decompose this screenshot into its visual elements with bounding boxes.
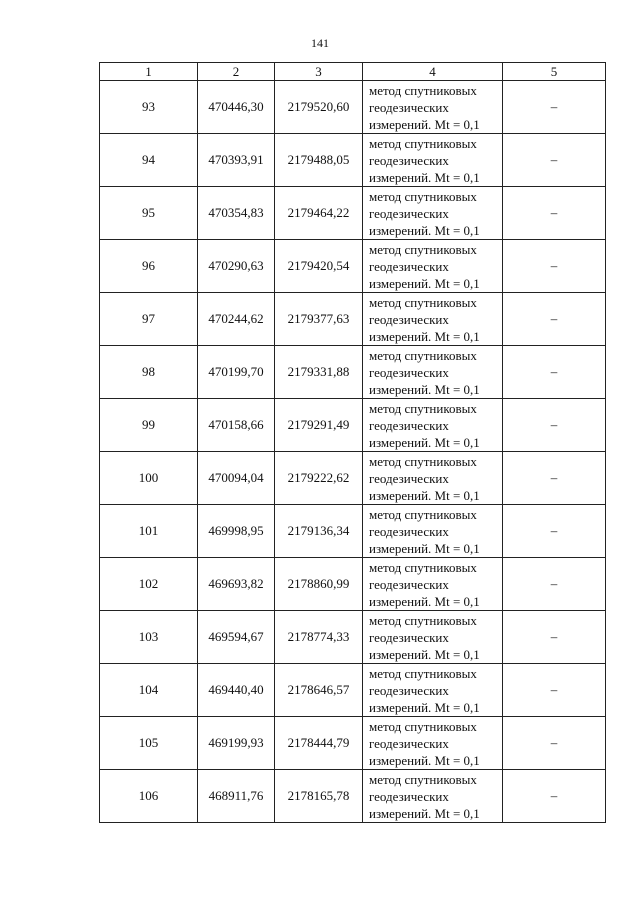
method-cell: [363, 717, 503, 770]
y-coordinate-cell: 2179331,88: [275, 346, 363, 399]
method-line-3: измерений. Mt = 0,1: [369, 699, 480, 715]
method-line-2: геодезических: [369, 311, 449, 327]
x-coordinate-cell: 470244,62: [198, 293, 275, 346]
note-cell: –: [503, 611, 606, 664]
x-coordinate-cell: 469440,40: [198, 664, 275, 717]
table-row: [100, 558, 606, 611]
point-number-cell: 98: [100, 346, 198, 399]
method-line-2: геодезических: [369, 629, 449, 645]
table-row: [100, 452, 606, 505]
table-header: [100, 63, 606, 81]
note-cell: –: [503, 293, 606, 346]
header-row: [100, 63, 606, 81]
x-coordinate-cell: 470393,91: [198, 134, 275, 187]
y-coordinate-cell: 2178444,79: [275, 717, 363, 770]
x-coordinate-cell: 470199,70: [198, 346, 275, 399]
y-coordinate-cell: 2178860,99: [275, 558, 363, 611]
y-coordinate-cell: 2178165,78: [275, 770, 363, 823]
x-coordinate-cell: 470094,04: [198, 452, 275, 505]
y-coordinate-cell: 2179222,62: [275, 452, 363, 505]
note-cell: –: [503, 664, 606, 717]
point-number-cell: 103: [100, 611, 198, 664]
method-cell: [363, 770, 503, 823]
method-line-3: измерений. Mt = 0,1: [369, 222, 480, 238]
y-coordinate-cell: 2179377,63: [275, 293, 363, 346]
page-number: 141: [311, 36, 329, 50]
method-line-2: геодезических: [369, 99, 449, 115]
y-coordinate-cell: 2179420,54: [275, 240, 363, 293]
point-number-cell: 104: [100, 664, 198, 717]
method-line-1: метод спутниковых: [369, 347, 477, 363]
point-number-cell: 101: [100, 505, 198, 558]
method-cell: [363, 346, 503, 399]
header-col-4: 4: [363, 63, 503, 81]
method-cell: [363, 452, 503, 505]
method-line-2: геодезических: [369, 205, 449, 221]
method-line-1: метод спутниковых: [369, 453, 477, 469]
method-cell: [363, 81, 503, 134]
x-coordinate-cell: 469199,93: [198, 717, 275, 770]
x-coordinate-cell: 470354,83: [198, 187, 275, 240]
point-number-cell: 106: [100, 770, 198, 823]
x-coordinate-cell: 470290,63: [198, 240, 275, 293]
note-cell: –: [503, 81, 606, 134]
y-coordinate-cell: 2179291,49: [275, 399, 363, 452]
method-line-2: геодезических: [369, 470, 449, 486]
y-coordinate-cell: 2179136,34: [275, 505, 363, 558]
method-cell: [363, 293, 503, 346]
y-coordinate-cell: 2179464,22: [275, 187, 363, 240]
method-line-2: геодезических: [369, 364, 449, 380]
method-line-2: геодезических: [369, 152, 449, 168]
table-row: [100, 346, 606, 399]
method-line-1: метод спутниковых: [369, 718, 477, 734]
method-line-1: метод спутниковых: [369, 294, 477, 310]
method-line-1: метод спутниковых: [369, 665, 477, 681]
header-col-3: 3: [275, 63, 363, 81]
note-cell: –: [503, 717, 606, 770]
method-cell: [363, 505, 503, 558]
method-line-3: измерений. Mt = 0,1: [369, 328, 480, 344]
note-cell: –: [503, 770, 606, 823]
table-row: [100, 81, 606, 134]
method-line-3: измерений. Mt = 0,1: [369, 116, 480, 132]
table-body: [100, 81, 606, 823]
method-line-3: измерений. Mt = 0,1: [369, 540, 480, 556]
table-row: [100, 134, 606, 187]
method-cell: [363, 399, 503, 452]
method-line-2: геодезических: [369, 682, 449, 698]
x-coordinate-cell: 469594,67: [198, 611, 275, 664]
x-coordinate-cell: 470158,66: [198, 399, 275, 452]
note-cell: –: [503, 505, 606, 558]
point-number-cell: 95: [100, 187, 198, 240]
table-row: [100, 664, 606, 717]
note-cell: –: [503, 134, 606, 187]
y-coordinate-cell: 2178646,57: [275, 664, 363, 717]
method-line-2: геодезических: [369, 523, 449, 539]
method-cell: [363, 558, 503, 611]
note-cell: –: [503, 346, 606, 399]
note-cell: –: [503, 452, 606, 505]
x-coordinate-cell: 469998,95: [198, 505, 275, 558]
header-col-2: 2: [198, 63, 275, 81]
method-line-3: измерений. Mt = 0,1: [369, 593, 480, 609]
table-row: [100, 505, 606, 558]
method-line-3: измерений. Mt = 0,1: [369, 646, 480, 662]
method-line-3: измерений. Mt = 0,1: [369, 805, 480, 821]
method-line-3: измерений. Mt = 0,1: [369, 434, 480, 450]
method-cell: [363, 611, 503, 664]
header-col-1: 1: [100, 63, 198, 81]
note-cell: –: [503, 240, 606, 293]
method-cell: [363, 134, 503, 187]
x-coordinate-cell: 469693,82: [198, 558, 275, 611]
table-row: [100, 240, 606, 293]
method-line-3: измерений. Mt = 0,1: [369, 275, 480, 291]
note-cell: –: [503, 187, 606, 240]
method-line-2: геодезических: [369, 788, 449, 804]
note-cell: –: [503, 558, 606, 611]
method-line-1: метод спутниковых: [369, 771, 477, 787]
method-line-2: геодезических: [369, 576, 449, 592]
x-coordinate-cell: 470446,30: [198, 81, 275, 134]
point-number-cell: 94: [100, 134, 198, 187]
point-number-cell: 105: [100, 717, 198, 770]
method-cell: [363, 187, 503, 240]
point-number-cell: 97: [100, 293, 198, 346]
point-number-cell: 99: [100, 399, 198, 452]
method-line-3: измерений. Mt = 0,1: [369, 487, 480, 503]
point-number-cell: 102: [100, 558, 198, 611]
method-line-1: метод спутниковых: [369, 506, 477, 522]
x-coordinate-cell: 468911,76: [198, 770, 275, 823]
method-line-2: геодезических: [369, 417, 449, 433]
method-line-3: измерений. Mt = 0,1: [369, 752, 480, 768]
table-row: [100, 770, 606, 823]
method-line-2: геодезических: [369, 258, 449, 274]
note-cell: –: [503, 399, 606, 452]
header-col-5: 5: [503, 63, 606, 81]
method-line-1: метод спутниковых: [369, 135, 477, 151]
method-line-3: измерений. Mt = 0,1: [369, 381, 480, 397]
coordinates-table: [99, 62, 606, 823]
table-row: [100, 187, 606, 240]
method-line-2: геодезических: [369, 735, 449, 751]
method-line-3: измерений. Mt = 0,1: [369, 169, 480, 185]
method-line-1: метод спутниковых: [369, 612, 477, 628]
point-number-cell: 100: [100, 452, 198, 505]
point-number-cell: 96: [100, 240, 198, 293]
y-coordinate-cell: 2179488,05: [275, 134, 363, 187]
method-line-1: метод спутниковых: [369, 559, 477, 575]
method-cell: [363, 664, 503, 717]
y-coordinate-cell: 2179520,60: [275, 81, 363, 134]
table-row: [100, 717, 606, 770]
point-number-cell: 93: [100, 81, 198, 134]
method-line-1: метод спутниковых: [369, 82, 477, 98]
method-cell: [363, 240, 503, 293]
table-row: [100, 293, 606, 346]
table-row: [100, 611, 606, 664]
method-line-1: метод спутниковых: [369, 241, 477, 257]
table-row: [100, 399, 606, 452]
method-line-1: метод спутниковых: [369, 400, 477, 416]
y-coordinate-cell: 2178774,33: [275, 611, 363, 664]
method-line-1: метод спутниковых: [369, 188, 477, 204]
